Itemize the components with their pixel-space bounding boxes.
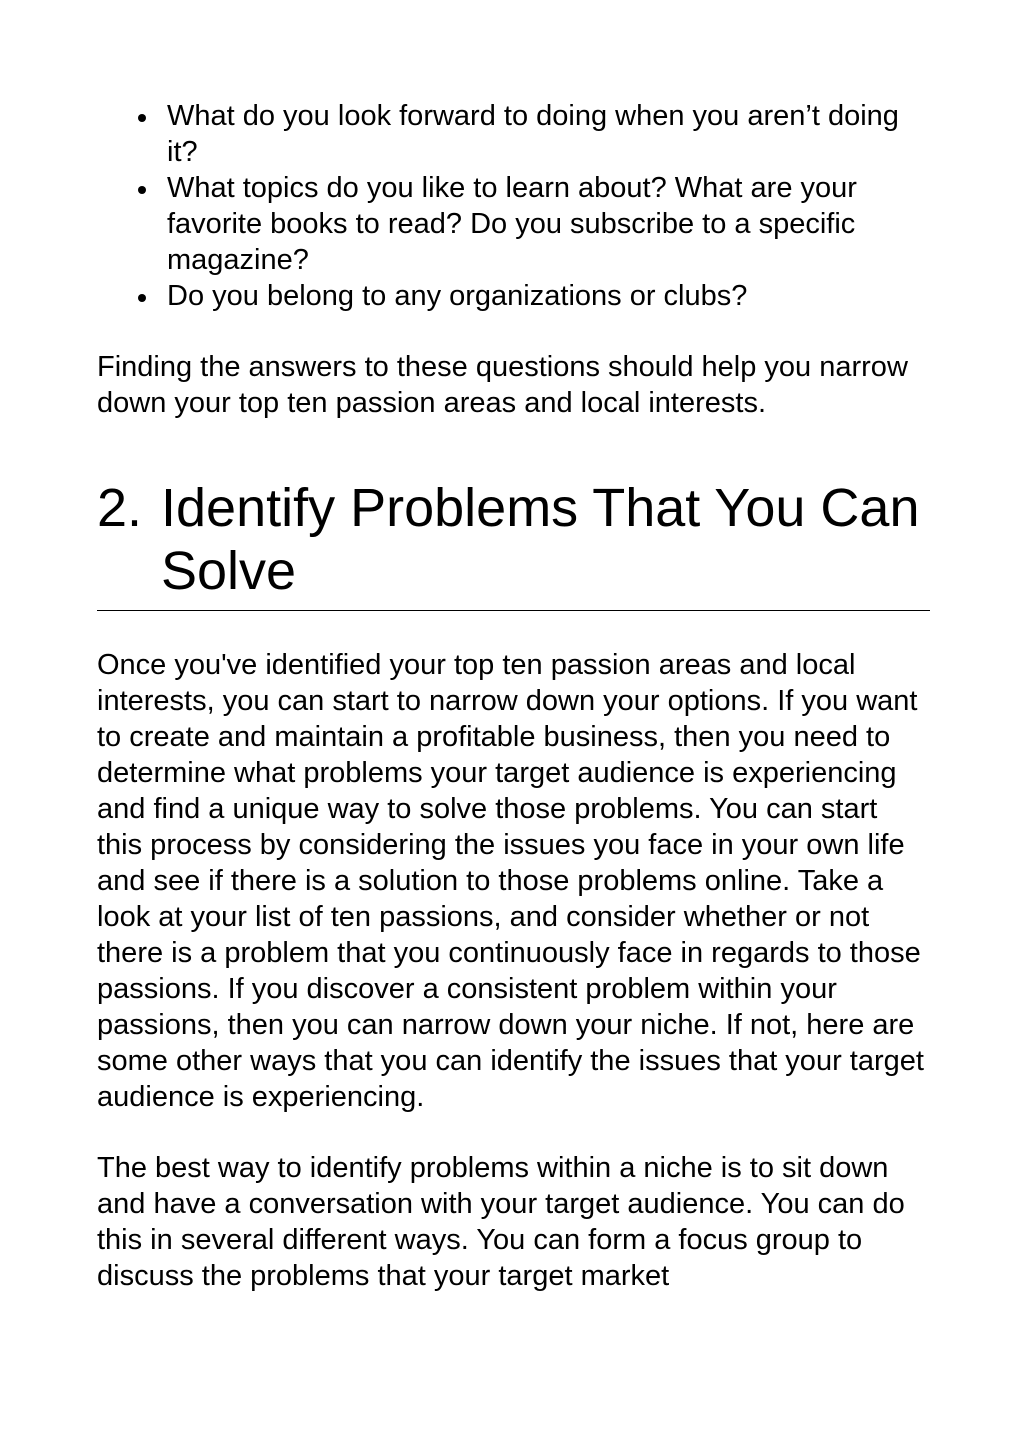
- section-heading: [97, 477, 930, 611]
- body-paragraph: Once you've identified your top ten passion areas and local interests, you can start to narrow down your options. If you want to create and maintain a profitable business, then you need to determine what problems your target audience is experiencing and find a unique way to solve those problems. You can start this process by considering the issues you face in your own life and see if there is a solution to those problems online. Take a look at your list of ten passions, and consider whether or not there is a problem that you continuously face in regards to those passions. If you discover a consistent problem within your passions, then you can narrow down your niche. If not, here are some other ways that you can identify the issues that your target audience is experiencing.: [97, 649, 924, 1113]
- body-paragraph: The best way to identify problems within a niche is to sit down and have a conversation with your target audience. You can do this in several different ways. You can form a focus group to discuss the problems that your target market: [97, 1152, 905, 1292]
- summary-paragraph: Finding the answers to these questions should help you narrow down your top ten passion areas and local interests.: [97, 351, 908, 419]
- bullet-icon: [138, 186, 146, 194]
- list-item: [97, 98, 930, 170]
- bullet-icon: [138, 114, 146, 122]
- list-item-text: What topics do you like to learn about? What are your favorite books to read? Do you subscribe to a specific magazine?: [167, 172, 857, 276]
- list-item-text: What do you look forward to doing when you aren’t doing it?: [167, 100, 899, 168]
- document-page: [97, 98, 930, 1294]
- section-number: 2.: [97, 478, 143, 538]
- section-title: Identify Problems That You Can Solve: [161, 478, 920, 601]
- list-item: [97, 278, 930, 314]
- question-list: [97, 98, 930, 314]
- bullet-icon: [138, 294, 146, 302]
- list-item: [97, 170, 930, 278]
- list-item-text: Do you belong to any organizations or clubs?: [167, 280, 748, 312]
